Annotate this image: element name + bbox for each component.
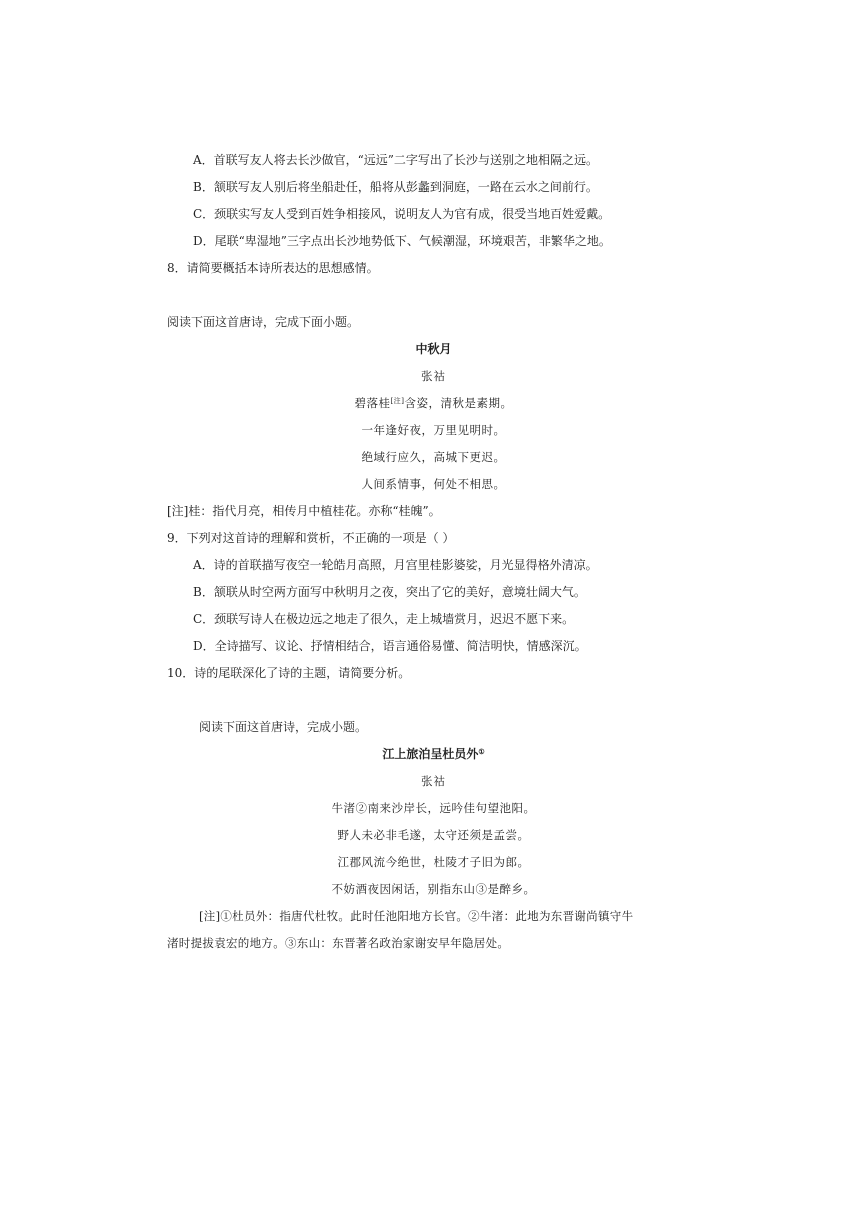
reading-instruction: 阅读下面这首唐诗，完成小题。 — [199, 720, 368, 734]
poem-line: 碧落桂[注]含姿，清秋是素期。 — [354, 396, 513, 410]
poem-title: 中秋月 — [415, 342, 452, 356]
poem-line: 人间系情事，何处不相思。 — [361, 477, 506, 491]
poem-note: [注]桂：指代月亮，相传月中植桂花。亦称“桂魄”。 — [167, 504, 441, 518]
poem-title: 江上旅泊呈杜员外① — [382, 747, 485, 761]
poem-note-continued: 渚时提拔袁宏的地方。③东山：东晋著名政治家谢安早年隐居处。 — [167, 936, 510, 950]
question-10: 10．诗的尾联深化了诗的主题，请简要分析。 — [167, 666, 411, 680]
poem-line: 江郡风流今绝世，杜陵才子旧为郎。 — [337, 855, 530, 869]
question-8: 8．请简要概括本诗所表达的思想感情。 — [167, 261, 379, 275]
poem-author: 张祜 — [421, 774, 446, 788]
option-b: B．颔联从时空两方面写中秋明月之夜，突出了它的美好，意境壮阔大气。 — [193, 585, 586, 599]
poem-line: 牛渚②南来沙岸长，远吟佳句望池阳。 — [331, 801, 536, 815]
poem-note: [注]①杜员外：指唐代杜牧。此时任池阳地方长官。②牛渚：此地为东晋谢尚镇守牛 — [199, 909, 634, 923]
poem-line: 一年逢好夜，万里见明时。 — [361, 423, 506, 437]
reading-instruction: 阅读下面这首唐诗，完成下面小题。 — [167, 315, 360, 329]
option-d: D．尾联“卑湿地”三字点出长沙地势低下、气候潮湿，环境艰苦，非繁华之地。 — [193, 234, 611, 248]
question-9: 9．下列对这首诗的理解和赏析，不正确的一项是（ ） — [167, 531, 455, 545]
option-a: A．首联写友人将去长沙做官，“远远”二字写出了长沙与送别之地相隔之远。 — [193, 153, 598, 167]
option-a: A．诗的首联描写夜空一轮皓月高照，月宫里桂影婆娑，月光显得格外清凉。 — [193, 558, 598, 572]
poem-line: 不妨酒夜因闲话，别指东山③是醉乡。 — [331, 882, 536, 896]
option-d: D．全诗描写、议论、抒情相结合，语言通俗易懂、简洁明快，情感深沉。 — [193, 639, 587, 653]
option-c: C．颈联写诗人在极边远之地走了很久，走上城墙赏月，迟迟不愿下来。 — [193, 612, 575, 626]
poem-author: 张祜 — [421, 369, 446, 383]
option-c: C．颈联实写友人受到百姓争相接风，说明友人为官有成，很受当地百姓爱戴。 — [193, 207, 611, 221]
option-b: B．颔联写友人别后将坐船赴任，船将从彭蠡到洞庭，一路在云水之间前行。 — [193, 180, 598, 194]
footnote-marker: ① — [478, 747, 485, 756]
poem-line: 绝域行应久，高城下更迟。 — [361, 450, 506, 464]
footnote-marker: [注] — [390, 397, 405, 405]
poem-line: 野人未必非毛遂，太守还须是孟尝。 — [337, 828, 530, 842]
